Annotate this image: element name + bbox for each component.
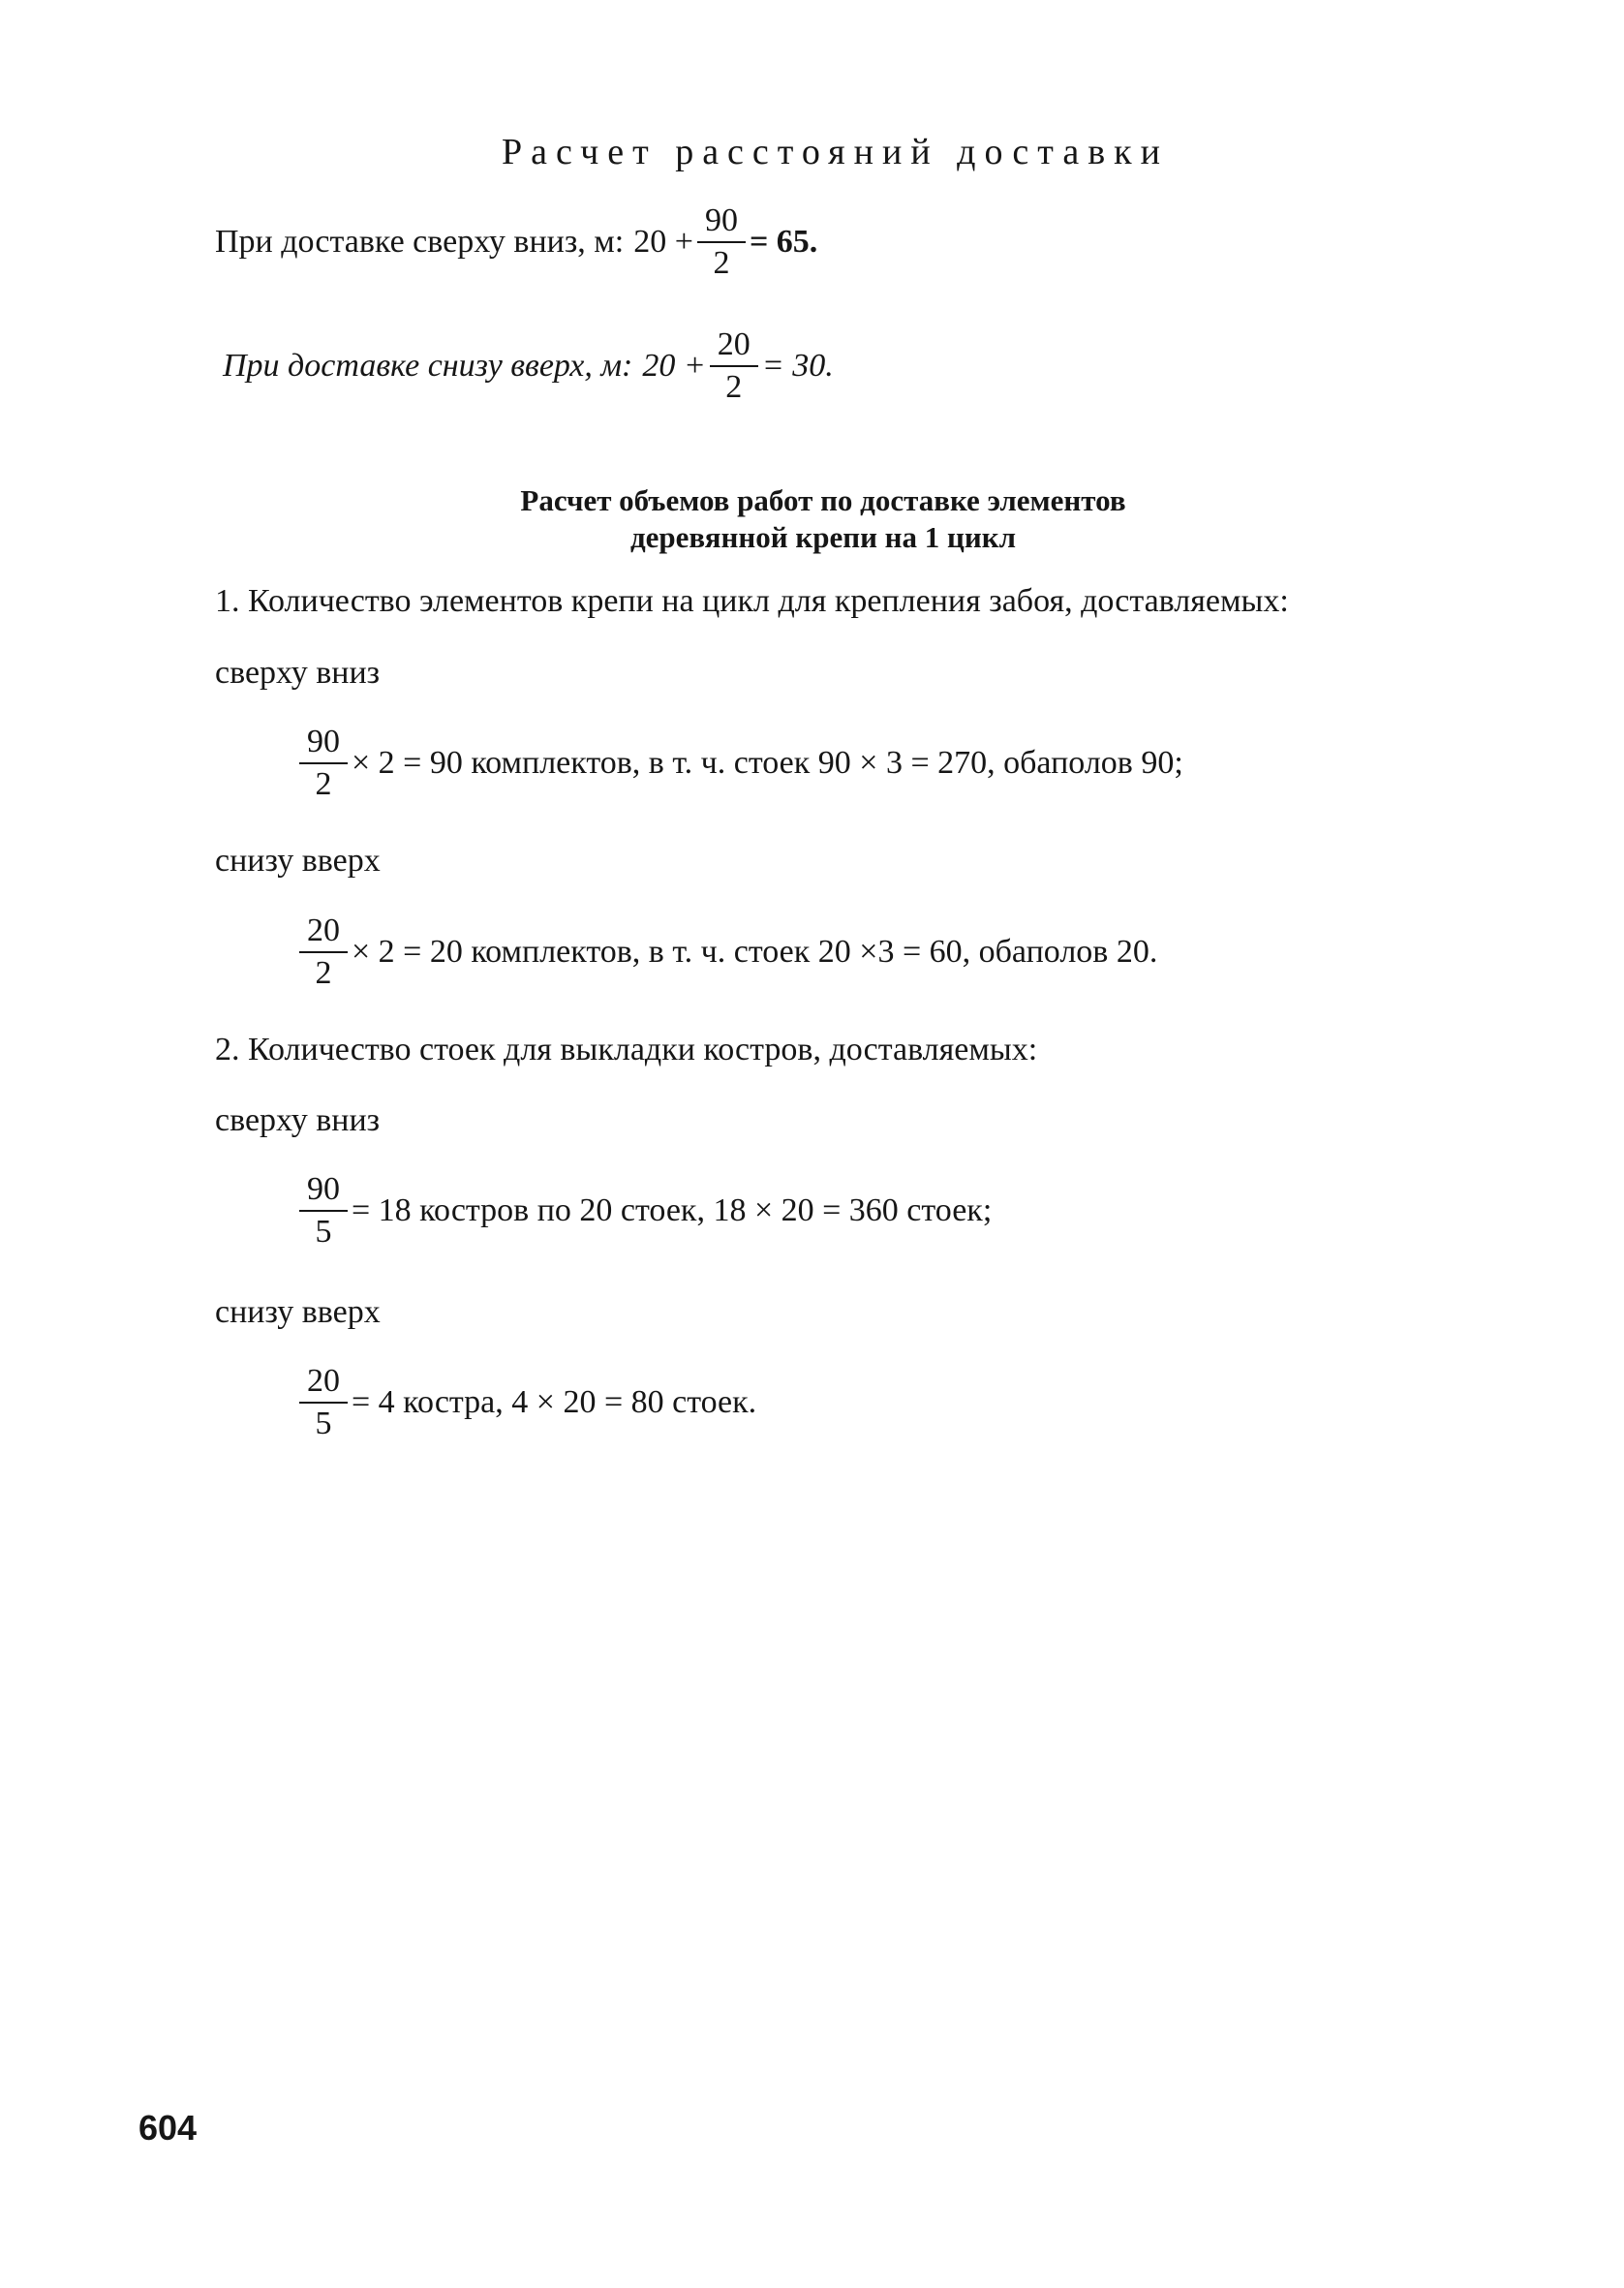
fraction-denominator: 2 [713,244,730,281]
item-1-sub2-formula [295,913,1157,990]
section-title-volumes [387,482,1259,556]
distance-down-prefix: 20 + [633,223,693,260]
fraction-numerator: 20 [299,1364,348,1404]
fraction-numerator: 90 [299,725,348,764]
item-1-sub2-fraction [299,913,348,990]
fraction-numerator: 90 [697,203,746,243]
distance-up-fraction [710,327,758,404]
distance-down-line [215,203,817,280]
distance-up-line [223,327,834,404]
item-2-sub1-fraction [299,1172,348,1249]
distance-down-fraction [697,203,746,280]
item-1-sub1-fraction [299,725,348,801]
item-2-sub2-label: снизу вверх [215,1294,381,1330]
fraction-denominator: 2 [315,765,332,802]
item-1-sub1-rest: × 2 = 90 комплектов, в т. ч. стоек 90 × 3 = 270, обаполов 90; [352,744,1183,781]
distance-down-label: При доставке сверху вниз, м: [215,223,625,260]
section-title-line1: Расчет объемов работ по доставке элементов [520,483,1126,517]
distance-up-label: При доставке снизу вверх, м: [223,347,633,384]
item-2-sub1-label: сверху вниз [215,1102,381,1138]
fraction-denominator: 2 [725,368,743,405]
fraction-denominator: 5 [315,1213,332,1250]
item-2-sub2-formula [295,1364,756,1440]
item-1-sub2-label: снизу вверх [215,843,381,879]
fraction-denominator: 2 [315,954,332,991]
fraction-numerator: 20 [299,913,348,953]
page-number: 604 [138,2108,198,2148]
item-1-sub1-label: сверху вниз [215,655,381,691]
fraction-numerator: 90 [299,1172,348,1212]
item-1-text: 1. Количество элементов крепи на цикл для крепления забоя, доставляемых: [215,583,1289,619]
item-2-sub2-fraction [299,1364,348,1440]
item-2-sub1-formula [295,1172,992,1249]
item-2-sub2-rest: = 4 костра, 4 × 20 = 80 стоек. [352,1383,757,1420]
fraction-numerator: 20 [710,327,758,367]
fraction-denominator: 5 [315,1405,332,1441]
section-title-line2: деревянной крепи на 1 цикл [629,520,1017,554]
distance-up-prefix: 20 + [642,347,706,384]
item-2-text: 2. Количество стоек для выкладки костров, доставляемых: [215,1032,1038,1067]
item-1-sub1-formula [295,725,1183,801]
item-2-sub1-rest: = 18 костров по 20 стоек, 18 × 20 = 360 стоек; [352,1191,993,1228]
section-title-distances: Расчет расстояний доставки [502,132,1169,172]
item-1-sub2-rest: × 2 = 20 комплектов, в т. ч. стоек 20 ×3 = 60, обаполов 20. [352,933,1158,970]
distance-down-result: = 65. [749,223,818,260]
distance-up-result: = 30. [761,347,834,384]
